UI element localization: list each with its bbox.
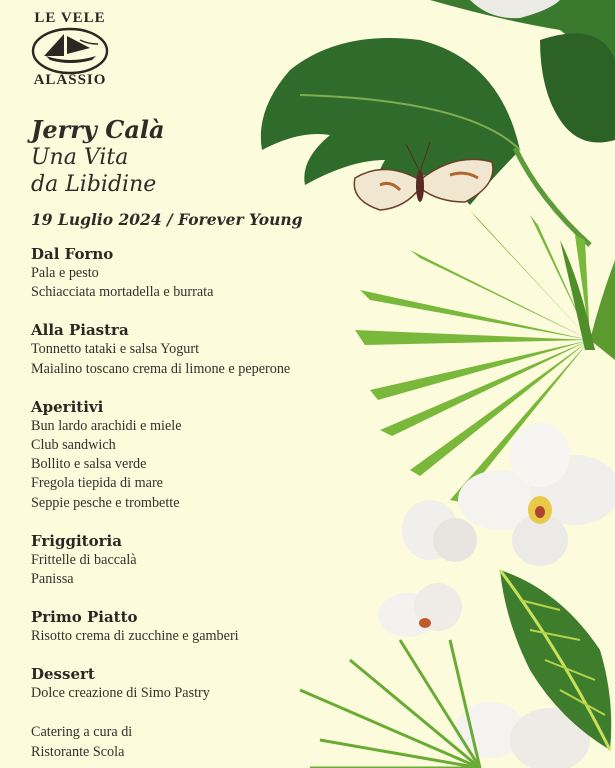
menu-item: Frittelle di baccalà <box>31 551 137 568</box>
show-title-line1: Una Vita <box>31 145 129 170</box>
section-title: Dessert <box>31 665 95 684</box>
logo-bottom-text: ALASSIO <box>33 72 107 88</box>
menu-item: Maialino toscano crema di limone e peperone <box>31 360 291 377</box>
catering-credit <box>31 723 132 762</box>
event-date: 19 Luglio 2024 / Forever Young <box>31 210 303 229</box>
section-title: Dal Forno <box>31 245 114 263</box>
menu-item: Fregola tiepida di mare <box>31 475 163 492</box>
logo-top-text: LE VELE <box>34 10 106 26</box>
botanical-illustration <box>240 0 615 768</box>
logo <box>24 6 116 96</box>
section-title: Primo Piatto <box>31 608 138 627</box>
menu-item: Tonnetto tataki e salsa Yogurt <box>31 341 200 358</box>
catering-line: Catering a cura di <box>31 724 133 740</box>
show-title-line2: da Libidine <box>31 172 157 197</box>
menu-item: Seppie pesche e trombette <box>31 494 180 511</box>
monstera-leaf-icon <box>261 0 615 245</box>
menu-item: Risotto crema di zucchine e gamberi <box>31 628 239 645</box>
caterer-name: Ristorante Scola <box>31 743 125 760</box>
menu-item: Dolce creazione di Simo Pastry <box>31 685 210 702</box>
menu-item: Bun lardo arachidi e miele <box>31 417 182 434</box>
section-title: Alla Piastra <box>31 321 129 340</box>
sailboat-emblem-icon <box>30 26 110 76</box>
menu-item: Club sandwich <box>31 437 116 454</box>
menu-item: Bollito e salsa verde <box>31 456 147 473</box>
menu-item: Panissa <box>31 571 74 588</box>
menu-item: Pala e pesto <box>31 265 99 281</box>
menu-item: Schiacciata mortadella e burrata <box>31 284 214 301</box>
section-title: Friggitoria <box>31 531 122 550</box>
section-title: Aperitivi <box>31 397 104 416</box>
event-header <box>31 115 251 198</box>
artist-name: Jerry Calà <box>31 115 165 144</box>
palm-frond-icon <box>300 640 480 768</box>
